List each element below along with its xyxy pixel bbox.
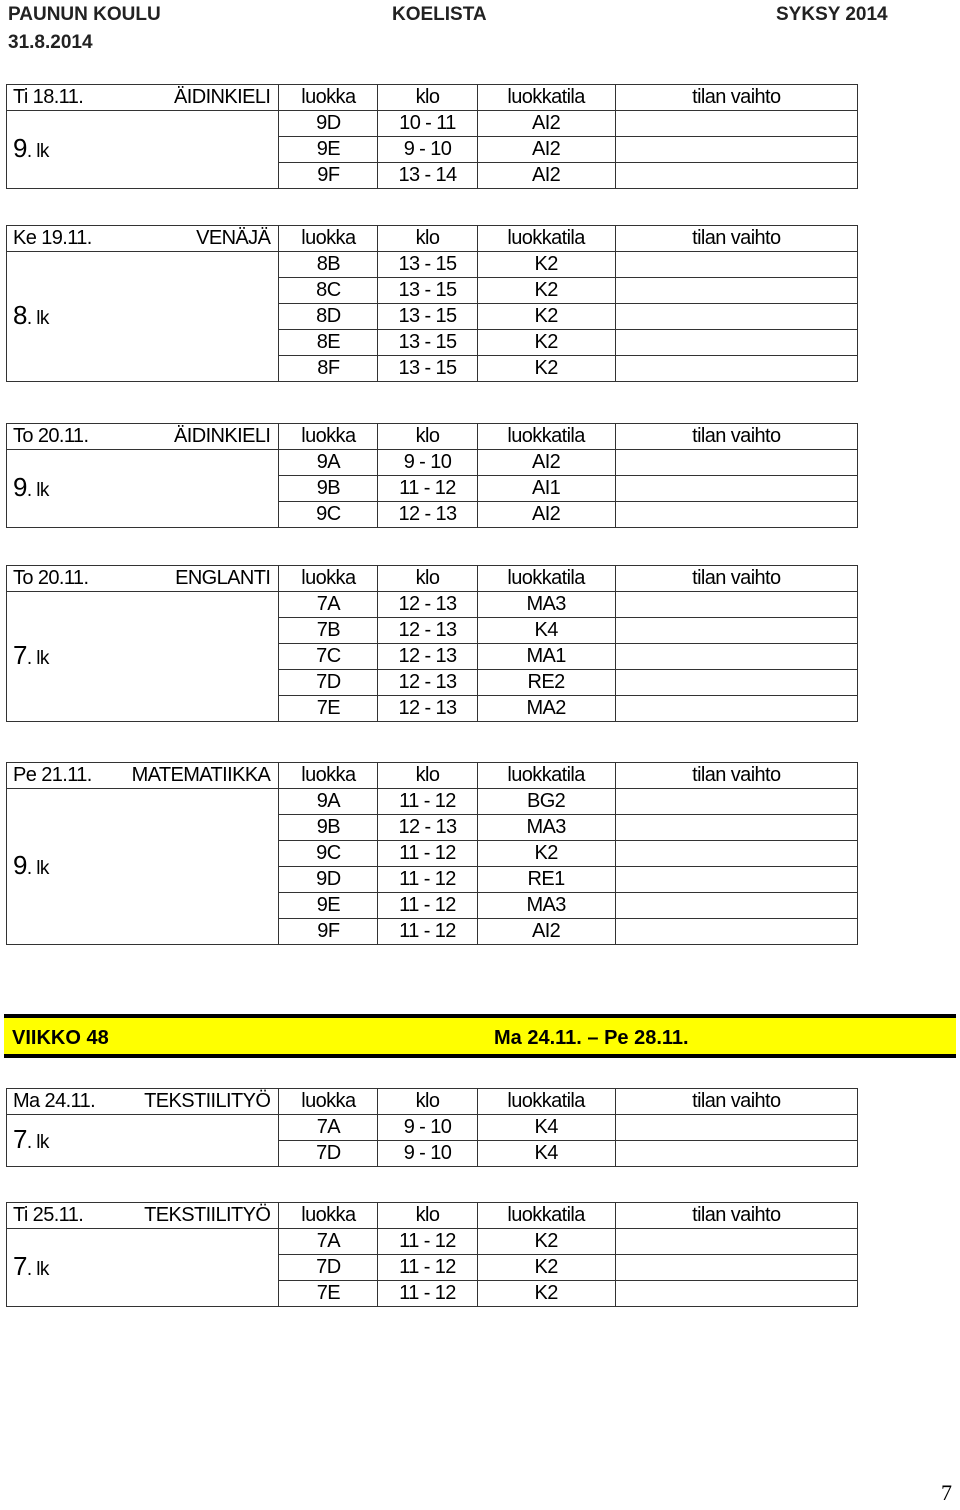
change-cell [615, 163, 857, 189]
exam-table [6, 762, 858, 945]
exam-table [6, 84, 858, 189]
room-cell: K2 [477, 252, 615, 278]
class-cell: 8C [279, 278, 378, 304]
time-cell: 9 - 10 [378, 450, 477, 476]
grade-suffix: . lk [26, 479, 49, 501]
room-cell: MA1 [477, 644, 615, 670]
week-range: Ma 24.11. – Pe 28.11. [494, 1027, 689, 1049]
table-row [7, 1115, 858, 1141]
time-cell: 10 - 11 [378, 111, 477, 137]
room-cell: RE1 [477, 867, 615, 893]
col-header-time: klo [378, 1089, 477, 1115]
exam-date: Pe 21.11. [7, 763, 103, 789]
class-cell: 9F [279, 919, 378, 945]
time-cell: 12 - 13 [378, 618, 477, 644]
room-cell: MA3 [477, 893, 615, 919]
col-header-class: luokka [279, 566, 378, 592]
class-cell: 8E [279, 330, 378, 356]
col-header-class: luokka [279, 763, 378, 789]
time-cell: 11 - 12 [378, 1229, 477, 1255]
room-cell: K4 [477, 1115, 615, 1141]
time-cell: 13 - 15 [378, 356, 477, 382]
room-cell: MA2 [477, 696, 615, 722]
grade-number: 9 [13, 849, 27, 880]
change-cell [615, 789, 857, 815]
grade-cell [7, 111, 279, 189]
class-cell: 7A [279, 1229, 378, 1255]
col-header-time: klo [378, 566, 477, 592]
grade-suffix: . lk [26, 1258, 49, 1280]
grade-cell [7, 592, 279, 722]
class-cell: 9D [279, 867, 378, 893]
col-header-time: klo [378, 1203, 477, 1229]
change-cell [615, 502, 857, 528]
change-cell [615, 1229, 857, 1255]
time-cell: 11 - 12 [378, 476, 477, 502]
col-header-room: luokkatila [477, 1203, 615, 1229]
exam-date: Ma 24.11. [7, 1089, 103, 1115]
room-cell: K2 [477, 1281, 615, 1307]
exam-header-row [7, 85, 858, 111]
exam-header-row [7, 1203, 858, 1229]
grade-suffix: . lk [26, 140, 49, 162]
class-cell: 9C [279, 502, 378, 528]
col-header-time: klo [378, 85, 477, 111]
grade-number: 8 [13, 299, 27, 330]
room-cell: K2 [477, 356, 615, 382]
room-cell: K2 [477, 330, 615, 356]
time-cell: 12 - 13 [378, 644, 477, 670]
col-header-class: luokka [279, 85, 378, 111]
change-cell [615, 1281, 857, 1307]
room-cell: MA3 [477, 592, 615, 618]
room-cell: AI2 [477, 111, 615, 137]
grade-cell [7, 789, 279, 945]
exam-subject: ÄIDINKIELI [103, 424, 279, 450]
time-cell: 13 - 14 [378, 163, 477, 189]
col-header-class: luokka [279, 1203, 378, 1229]
change-cell [615, 1115, 857, 1141]
exam-header-row [7, 566, 858, 592]
grade-number: 7 [13, 639, 27, 670]
room-cell: BG2 [477, 789, 615, 815]
time-cell: 11 - 12 [378, 893, 477, 919]
col-header-change: tilan vaihto [615, 763, 857, 789]
room-cell: AI2 [477, 502, 615, 528]
time-cell: 13 - 15 [378, 252, 477, 278]
change-cell [615, 815, 857, 841]
exam-date: Ti 18.11. [7, 85, 103, 111]
week-bar [4, 1014, 956, 1058]
term-label: SYKSY 2014 [776, 4, 888, 25]
grade-number: 7 [13, 1250, 27, 1281]
exam-table [6, 225, 858, 382]
time-cell: 13 - 15 [378, 278, 477, 304]
grade-cell [7, 1115, 279, 1167]
exam-subject: ENGLANTI [103, 566, 279, 592]
room-cell: K2 [477, 841, 615, 867]
time-cell: 9 - 10 [378, 137, 477, 163]
time-cell: 13 - 15 [378, 304, 477, 330]
document-title: KOELISTA [392, 4, 487, 25]
change-cell [615, 670, 857, 696]
room-cell: K2 [477, 278, 615, 304]
class-cell: 9E [279, 137, 378, 163]
time-cell: 13 - 15 [378, 330, 477, 356]
class-cell: 8F [279, 356, 378, 382]
change-cell [615, 450, 857, 476]
class-cell: 9A [279, 450, 378, 476]
exam-header-row [7, 424, 858, 450]
room-cell: MA3 [477, 815, 615, 841]
col-header-room: luokkatila [477, 566, 615, 592]
change-cell [615, 618, 857, 644]
exam-subject: TEKSTIILITYÖ [103, 1089, 279, 1115]
time-cell: 11 - 12 [378, 1281, 477, 1307]
change-cell [615, 304, 857, 330]
change-cell [615, 1255, 857, 1281]
class-cell: 9E [279, 893, 378, 919]
col-header-change: tilan vaihto [615, 226, 857, 252]
table-row [7, 592, 858, 618]
school-name: PAUNUN KOULU [8, 4, 161, 25]
time-cell: 11 - 12 [378, 841, 477, 867]
time-cell: 11 - 12 [378, 919, 477, 945]
col-header-change: tilan vaihto [615, 1089, 857, 1115]
exam-table [6, 565, 858, 722]
col-header-change: tilan vaihto [615, 566, 857, 592]
table-row [7, 450, 858, 476]
class-cell: 7D [279, 670, 378, 696]
room-cell: RE2 [477, 670, 615, 696]
col-header-time: klo [378, 226, 477, 252]
col-header-room: luokkatila [477, 85, 615, 111]
class-cell: 9A [279, 789, 378, 815]
change-cell [615, 252, 857, 278]
class-cell: 7C [279, 644, 378, 670]
room-cell: AI2 [477, 919, 615, 945]
col-header-class: luokka [279, 424, 378, 450]
col-header-change: tilan vaihto [615, 85, 857, 111]
change-cell [615, 867, 857, 893]
exam-header-row [7, 1089, 858, 1115]
table-row [7, 111, 858, 137]
change-cell [615, 644, 857, 670]
time-cell: 12 - 13 [378, 815, 477, 841]
page-number: 7 [941, 1480, 952, 1505]
change-cell [615, 919, 857, 945]
col-header-room: luokkatila [477, 424, 615, 450]
table-row [7, 789, 858, 815]
exam-table [6, 1202, 858, 1307]
room-cell: K2 [477, 304, 615, 330]
exam-subject: VENÄJÄ [103, 226, 279, 252]
week-label: VIIKKO 48 [12, 1027, 109, 1049]
exam-subject: TEKSTIILITYÖ [103, 1203, 279, 1229]
time-cell: 11 - 12 [378, 1255, 477, 1281]
change-cell [615, 1141, 857, 1167]
exam-header-row [7, 763, 858, 789]
class-cell: 7D [279, 1141, 378, 1167]
change-cell [615, 893, 857, 919]
room-cell: AI2 [477, 137, 615, 163]
class-cell: 7A [279, 1115, 378, 1141]
class-cell: 8D [279, 304, 378, 330]
change-cell [615, 841, 857, 867]
change-cell [615, 330, 857, 356]
class-cell: 8B [279, 252, 378, 278]
col-header-room: luokkatila [477, 226, 615, 252]
change-cell [615, 278, 857, 304]
exam-date: To 20.11. [7, 566, 103, 592]
room-cell: K4 [477, 618, 615, 644]
grade-number: 9 [13, 471, 27, 502]
time-cell: 11 - 12 [378, 789, 477, 815]
change-cell [615, 476, 857, 502]
class-cell: 7E [279, 696, 378, 722]
change-cell [615, 592, 857, 618]
room-cell: K2 [477, 1229, 615, 1255]
col-header-class: luokka [279, 1089, 378, 1115]
exam-table [6, 1088, 858, 1167]
col-header-room: luokkatila [477, 1089, 615, 1115]
exam-table [6, 423, 858, 528]
col-header-time: klo [378, 763, 477, 789]
grade-suffix: . lk [26, 307, 49, 329]
class-cell: 9B [279, 476, 378, 502]
table-row [7, 252, 858, 278]
col-header-change: tilan vaihto [615, 424, 857, 450]
change-cell [615, 356, 857, 382]
class-cell: 9F [279, 163, 378, 189]
room-cell: K2 [477, 1255, 615, 1281]
exam-header-row [7, 226, 858, 252]
grade-suffix: . lk [26, 647, 49, 669]
class-cell: 9B [279, 815, 378, 841]
time-cell: 12 - 13 [378, 502, 477, 528]
time-cell: 9 - 10 [378, 1115, 477, 1141]
time-cell: 12 - 13 [378, 670, 477, 696]
grade-number: 9 [13, 132, 27, 163]
col-header-change: tilan vaihto [615, 1203, 857, 1229]
change-cell [615, 696, 857, 722]
exam-date: Ti 25.11. [7, 1203, 103, 1229]
room-cell: AI2 [477, 163, 615, 189]
change-cell [615, 111, 857, 137]
grade-cell [7, 252, 279, 382]
change-cell [615, 137, 857, 163]
class-cell: 9C [279, 841, 378, 867]
exam-date: Ke 19.11. [7, 226, 103, 252]
document-date: 31.8.2014 [8, 32, 93, 53]
grade-cell [7, 1229, 279, 1307]
class-cell: 7E [279, 1281, 378, 1307]
time-cell: 11 - 12 [378, 867, 477, 893]
room-cell: K4 [477, 1141, 615, 1167]
col-header-time: klo [378, 424, 477, 450]
col-header-class: luokka [279, 226, 378, 252]
class-cell: 9D [279, 111, 378, 137]
exam-date: To 20.11. [7, 424, 103, 450]
class-cell: 7B [279, 618, 378, 644]
grade-cell [7, 450, 279, 528]
room-cell: AI1 [477, 476, 615, 502]
time-cell: 12 - 13 [378, 696, 477, 722]
grade-suffix: . lk [26, 1131, 49, 1153]
col-header-room: luokkatila [477, 763, 615, 789]
time-cell: 9 - 10 [378, 1141, 477, 1167]
table-row [7, 1229, 858, 1255]
exam-subject: ÄIDINKIELI [103, 85, 279, 111]
exam-subject: MATEMATIIKKA [103, 763, 279, 789]
time-cell: 12 - 13 [378, 592, 477, 618]
class-cell: 7D [279, 1255, 378, 1281]
grade-suffix: . lk [26, 857, 49, 879]
room-cell: AI2 [477, 450, 615, 476]
class-cell: 7A [279, 592, 378, 618]
grade-number: 7 [13, 1123, 27, 1154]
